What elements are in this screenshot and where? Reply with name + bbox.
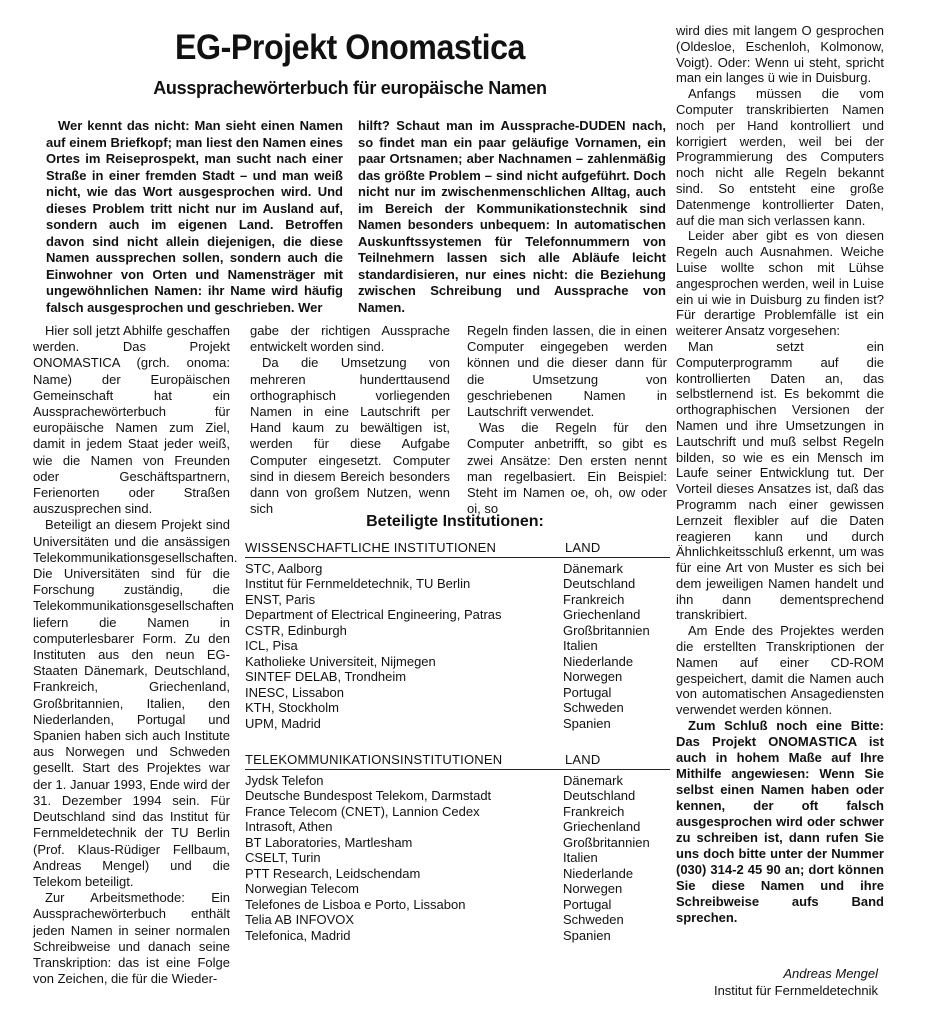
paragraph: Zur Arbeitsmethode: Ein Aussprachewörterbuch enthält jeden Namen in seiner normalen Schreibweise und danach seine Transkription: das ist eine Folge von Zeichen, die für die Wieder- bbox=[33, 890, 230, 987]
institution-country: Niederlande bbox=[563, 865, 634, 881]
institution-country: Italien bbox=[563, 638, 598, 653]
table-row bbox=[245, 788, 670, 804]
closing-paragraph: Zum Schluß noch eine Bitte: Das Projekt ONOMASTICA ist auch in hohem Maße auf Ihre Mithilfe angewiesen: Wenn Sie selbst einen Namen haben oder kennen, der oft falsch ausgesprochen wird oder schwer zu schreiben ist, dann rufen Sie uns doch bitte unter der Nummer (030) 314-2 45 90 an; dort können Sie diese Namen und ihre Schreibweise aufs Band sprechen. bbox=[676, 718, 884, 926]
institution-country: Dänemark bbox=[563, 560, 623, 576]
table-row bbox=[245, 607, 670, 623]
institution-country: Schweden bbox=[563, 700, 624, 715]
institution-name: France Telecom (CNET), Lannion Cedex bbox=[245, 803, 480, 819]
institution-name: Telefones de Lisboa e Porto, Lissabon bbox=[245, 896, 466, 912]
body-column-4 bbox=[676, 23, 884, 926]
telecom-header: TELEKOMMUNIKATIONSINSTITUTIONEN bbox=[245, 752, 503, 767]
table-row bbox=[245, 912, 670, 928]
paragraph: Hier soll jetzt Abhilfe geschaffen werden. Das Projekt ONOMASTICA (grch. onoma: Name) der Europäischen Gemeinschaft hat ein Aussprachewörterbuch für europäische Namen zum Ziel, damit in jedem Staat jeder weiß, wie die Namen von Freunden oder Geschäftspartnern, Ferienorten oder Straßen auszusprechen sind. bbox=[33, 323, 230, 517]
institution-name: CSTR, Edinburgh bbox=[245, 622, 347, 638]
institution-country: Norwegen bbox=[563, 669, 623, 684]
table-row bbox=[245, 654, 670, 670]
body-column-2 bbox=[250, 323, 450, 517]
institution-name: ICL, Pisa bbox=[245, 638, 298, 653]
institution-country: Frankreich bbox=[563, 803, 625, 819]
institution-name: Telefonica, Madrid bbox=[245, 927, 351, 943]
institution-name: ENST, Paris bbox=[245, 591, 316, 607]
institution-name: SINTEF DELAB, Trondheim bbox=[245, 669, 407, 684]
institution-name: INESC, Lissabon bbox=[245, 684, 344, 700]
land-header: LAND bbox=[565, 540, 601, 555]
paragraph: wird dies mit langem O gesprochen (Oldesloe, Eschenloh, Kolmonow, Voigt). Oder: Wenn ui steht, spricht man ein langes ü wie in Duisburg. bbox=[676, 23, 884, 86]
institution-name: Katholieke Universiteit, Nijmegen bbox=[245, 653, 436, 669]
body-column-3 bbox=[467, 323, 667, 517]
institution-country: Griechenland bbox=[563, 607, 641, 622]
table-row bbox=[245, 835, 670, 851]
institution-country: Italien bbox=[563, 850, 598, 865]
institution-country: Schweden bbox=[563, 912, 624, 927]
paragraph: Da die Umsetzung von mehreren hunderttausend orthographisch vorliegenden Namen in eine Lautschrift per Hand kaum zu bewältigen ist, werden für diese Aufgabe Computer eingesetzt. Computer sind in diesem Bereich besonders dann von großem Nutzen, wenn sich bbox=[250, 355, 450, 517]
table-row bbox=[245, 592, 670, 608]
table-row bbox=[245, 819, 670, 835]
table-row bbox=[245, 881, 670, 897]
paragraph: Man setzt ein Computerprogramm auf die kontrollierten Daten an, das selbstlernend ist. Es bekommt die orthographischen Versionen der Namen und ihre Umsetzungen in Lautschrift und muß selbst Regeln bilden, so wie es ein Mensch im Laufe seiner Entwicklung tut. Der Vorteil dieses Ansatzes ist, daß das Programm nach einer gewissen Lernzeit flexibler auf die Daten reagieren kann und durch Ähnlichkeitsschluß erkennt, um was für eine Art von Muster es sich bei dem jeweiligen Namen handelt und ihn dann dementsprechend transkribiert. bbox=[676, 338, 884, 623]
author-name: Andreas Mengel bbox=[783, 966, 878, 981]
institution-country: Niederlande bbox=[563, 653, 634, 669]
institution-country: Spanien bbox=[563, 715, 611, 731]
institution-name: BT Laboratories, Martlesham bbox=[245, 834, 413, 850]
table-row bbox=[245, 700, 670, 716]
body-column-1 bbox=[33, 323, 238, 987]
lead-paragraph-middle: hilft? Schaut man im Aussprache-DUDEN nach, so findet man ein paar geläufige Vornamen, ein paar Ortsnamen; aber Nachnamen – zahlenmäßig das größte Problem – sind nicht aufgeführt. Doch nicht nur im zwischenmenschlichen Alltag, auch im Bereich der Kommunikationstechnik sind Namen besonders unbequem: In automatischen Auskunftssystemen für Telefonnummern von Teilnehmern lassen sich alle Abläufe leicht standardisieren, nur eines nicht: die Beziehung zwischen Schreibung und Aussprache von Namen. bbox=[358, 118, 666, 315]
table-row bbox=[245, 669, 670, 685]
institution-country: Deutschland bbox=[563, 576, 636, 591]
table-row bbox=[245, 773, 670, 789]
paragraph: Am Ende des Projektes werden die erstellten Transkriptionen der Namen auf einer CD-ROM gespeichert, damit die Namen auch von automatischen Ansagediensten verwendet werden können. bbox=[676, 623, 884, 718]
paragraph: Was die Regeln für den Computer anbetrifft, so gibt es zwei Ansätze: Den ersten nennt man regelbasiert. Ein Beispiel: Steht im Namen oe, oh, ow oder oi, so bbox=[467, 420, 667, 517]
institution-country: Deutschland bbox=[563, 788, 636, 803]
institution-country: Frankreich bbox=[563, 591, 625, 607]
table-row bbox=[245, 561, 670, 577]
institution-country: Griechenland bbox=[563, 819, 641, 834]
institution-name: Department of Electrical Engineering, Patras bbox=[245, 607, 502, 622]
institution-name: PTT Research, Leidschendam bbox=[245, 865, 421, 881]
paragraph: Regeln finden lassen, die in einen Computer eingegeben werden können und die dieser dann für die Umsetzung von geschriebenen Namen in Lautschrift verwendet. bbox=[467, 323, 667, 420]
science-institutions-table bbox=[245, 540, 670, 731]
institution-name: Norwegian Telecom bbox=[245, 881, 359, 896]
article-title: EG-Projekt Onomastica bbox=[174, 28, 526, 67]
institution-country: Großbritannien bbox=[563, 834, 650, 850]
lead-paragraph-left: Wer kennt das nicht: Man sieht einen Namen auf einem Briefkopf; man liest den Namen eines Ortes im Reiseprospekt, man sucht nach einer Straße in einer fremden Stadt – und man weiß nicht, wie das Wort ausgesprochen wird. Und dieses Problem tritt nicht nur im Ausland auf, sondern auch im eigenen Land. Betroffen davon sind nicht allein diejenigen, die diese Namen aussprechen sollen, sondern auch die Einwohner von Orten und Namensträger mit ungewöhnlichen Namen: ihr Name wird häufig falsch ausgesprochen und geschrieben. Wer bbox=[46, 118, 343, 315]
institution-name: Telia AB INFOVOX bbox=[245, 912, 355, 927]
paragraph: Beteiligt an diesem Projekt sind Universitäten und die ansässigen Telekommunikationsgesellschaften. Die Universitäten sind für die Forschung zuständig, die Telekommunikationsgesellschaften liefern die Namen in computerlesbarer Form. Zu den Instituten aus den neun EG-Staaten Dänemark, Deutschland, Frankreich, Griechenland, Großbritannien, Italien, den Niederlanden, Portugal und Spanien haben sich auch Institute aus Norwegen und Schweden gesellt. Start des Projektes war der 1. Januar 1993, Ende wird der 31. Dezember 1994 sein. Für Deutschland sind das Institut für Fernmeldetechnik der TU Berlin (Prof. Klaus-Rüdiger Fellbaum, Andreas Mengel) und die Telekom beteiligt. bbox=[33, 517, 238, 889]
institution-name: Jydsk Telefon bbox=[245, 772, 324, 788]
science-header: WISSENSCHAFTLICHE INSTITUTIONEN bbox=[245, 540, 497, 555]
institution-name: Intrasoft, Athen bbox=[245, 819, 333, 834]
paragraph: gabe der richtigen Aussprache entwickelt worden sind. bbox=[250, 323, 450, 355]
institution-name: Deutsche Bundespost Telekom, Darmstadt bbox=[245, 788, 492, 803]
institution-name: CSELT, Turin bbox=[245, 850, 321, 865]
table-row bbox=[245, 866, 670, 882]
paragraph: Leider aber gibt es von diesen Regeln auch Ausnahmen. Weiche Luise wollte schon mit Lühse angesprochen werden, weil in Luise ein ui wie in Duisburg zu finden ist? Für derartige Problemfälle ist ein weiterer Ansatz vorgesehen: bbox=[676, 228, 884, 339]
institution-country: Großbritannien bbox=[563, 622, 650, 638]
institution-name: KTH, Stockholm bbox=[245, 700, 339, 715]
institution-country: Norwegen bbox=[563, 881, 623, 896]
institutions-title: Beteiligte Institutionen: bbox=[366, 513, 544, 530]
institution-name: Institut für Fernmeldetechnik, TU Berlin bbox=[245, 576, 471, 591]
table-row bbox=[245, 638, 670, 654]
land-header: LAND bbox=[565, 752, 601, 767]
table-row bbox=[245, 623, 670, 639]
table-row bbox=[245, 804, 670, 820]
paragraph: Anfangs müssen die vom Computer transkribierten Namen noch per Hand kontrolliert und korrigiert werden, weil bei der Programmierung des Computers noch nicht alle Regeln bekannt sind. So entsteht eine große Datenmenge kontrollierter Daten, auf die man sich verlassen kann. bbox=[676, 86, 884, 228]
table-row bbox=[245, 928, 670, 944]
telecom-institutions-table bbox=[245, 752, 670, 943]
lead-column-middle bbox=[358, 118, 666, 316]
institution-name: STC, Aalborg bbox=[245, 560, 323, 576]
author-affiliation: Institut für Fernmeldetechnik bbox=[713, 983, 878, 998]
lead-column-left bbox=[46, 118, 343, 316]
institution-country: Portugal bbox=[563, 684, 612, 700]
table-header bbox=[245, 540, 670, 558]
article-subtitle: Aussprachewörterbuch für europäische Namen bbox=[153, 78, 547, 98]
table-row bbox=[245, 850, 670, 866]
institution-name: UPM, Madrid bbox=[245, 715, 321, 731]
table-row bbox=[245, 576, 670, 592]
table-row bbox=[245, 685, 670, 701]
institution-country: Spanien bbox=[563, 927, 611, 943]
table-header bbox=[245, 752, 670, 770]
institution-country: Dänemark bbox=[563, 772, 623, 788]
institution-country: Portugal bbox=[563, 896, 612, 912]
table-row bbox=[245, 897, 670, 913]
table-row bbox=[245, 716, 670, 732]
